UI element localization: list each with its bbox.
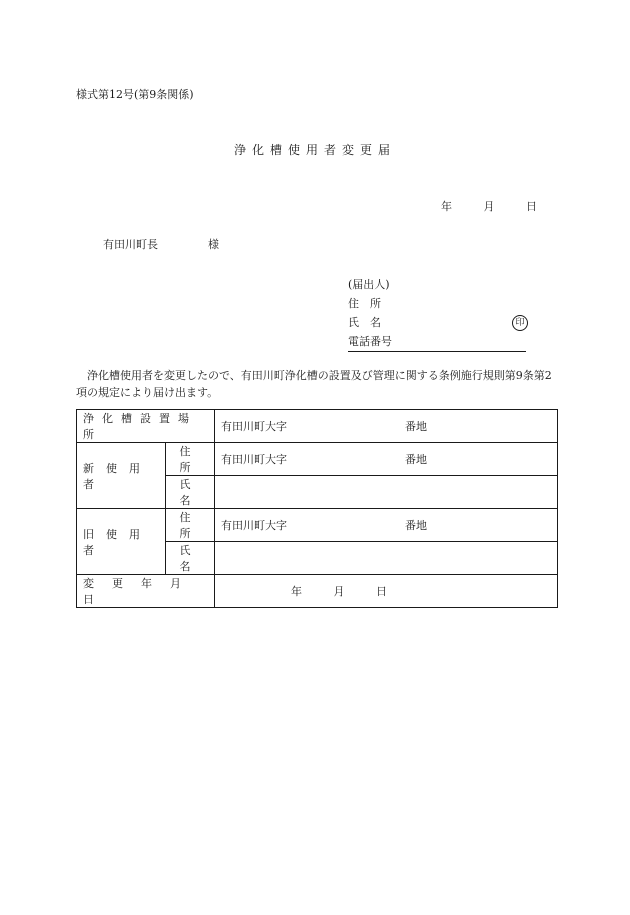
- old-user-address-label: 住所: [166, 509, 215, 542]
- old-user-banchi: 番地: [405, 519, 427, 532]
- change-table: [76, 409, 558, 608]
- submission-date: [441, 198, 537, 214]
- statement-text: 浄化槽使用者を変更したので、有田川町浄化槽の設置及び管理に関する条例施行規則第9条第2項の規定により届け出ます。: [76, 369, 552, 399]
- applicant-phone-label: 電話番号: [348, 332, 526, 352]
- change-date-day: 日: [376, 585, 387, 598]
- table-row: [77, 575, 558, 608]
- new-user-banchi: 番地: [405, 453, 427, 466]
- new-user-name-label: 氏名: [166, 476, 215, 509]
- document-title: 浄化槽使用者変更届: [233, 143, 396, 157]
- table-row: [77, 410, 558, 443]
- applicant-name-label: 氏 名: [348, 316, 381, 329]
- date-day-label: 日: [526, 200, 537, 213]
- applicant-name-row: [348, 313, 528, 332]
- seal-icon: 印: [512, 315, 528, 331]
- location-value: 有田川町大字: [221, 420, 287, 433]
- change-date-label: 変更年月日: [77, 575, 215, 608]
- applicant-block: [348, 275, 528, 352]
- change-date-month: 月: [333, 585, 345, 598]
- form-number: 様式第12号(第9条関係): [76, 88, 194, 101]
- change-date-year: 年: [291, 585, 302, 598]
- table-row: [77, 509, 558, 542]
- new-user-label: 新使用者: [77, 443, 166, 509]
- old-user-name-label: 氏名: [166, 542, 215, 575]
- new-user-address-value: 有田川町大字: [221, 453, 287, 466]
- old-user-label: 旧使用者: [77, 509, 166, 575]
- date-year-label: 年: [441, 200, 452, 213]
- old-user-address-value: 有田川町大字: [221, 519, 287, 532]
- new-user-name-value: [215, 476, 558, 509]
- location-label: 浄化槽設置場所: [77, 410, 215, 443]
- addressee: [103, 236, 219, 252]
- applicant-address-label: 住 所: [348, 297, 381, 310]
- new-user-address-cell: [215, 443, 558, 476]
- change-date-value: [215, 575, 558, 608]
- location-value-cell: [215, 410, 558, 443]
- old-user-address-cell: [215, 509, 558, 542]
- table-row: [77, 443, 558, 476]
- addressee-honorific: 様: [208, 238, 219, 251]
- applicant-heading: (届出人): [348, 278, 390, 291]
- date-month-label: 月: [483, 200, 495, 213]
- old-user-name-value: [215, 542, 558, 575]
- addressee-name: 有田川町長: [103, 238, 158, 251]
- new-user-address-label: 住所: [166, 443, 215, 476]
- location-banchi: 番地: [405, 420, 427, 433]
